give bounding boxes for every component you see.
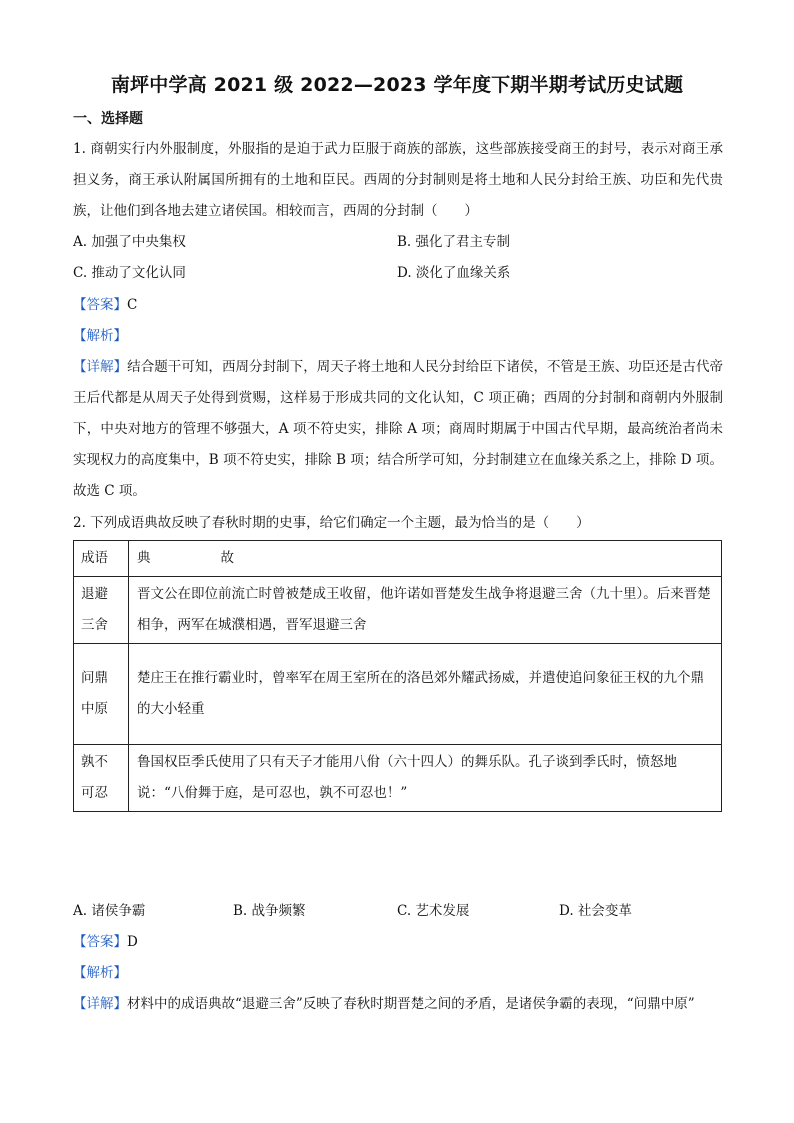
header-story-part-1: 典	[137, 550, 151, 566]
q1-answer	[73, 290, 137, 321]
q2-option-a: A. 诸侯争霸	[73, 903, 146, 919]
question-1-options-row-2	[73, 258, 723, 289]
answer-tag: 【答案】	[73, 934, 127, 950]
idiom-cell: 孰不可忍	[74, 745, 129, 812]
q2-answer	[73, 927, 138, 958]
q1-option-b: B. 强化了君主专制	[397, 234, 511, 250]
question-2-stem: 2. 下列成语典故反映了春秋时期的史事，给它们确定一个主题，最为恰当的是（ ）	[73, 515, 590, 531]
story-cell: 晋文公在即位前流亡时曾被楚成王收留，他许诺如晋楚发生战争将退避三舍（九十里）。后来晋楚相争，两军在城濮相遇，晋军退避三舍	[129, 577, 722, 644]
table-row	[74, 745, 722, 812]
detail-tag: 【详解】	[73, 996, 127, 1012]
answer-value: D	[127, 934, 138, 950]
table-header-row	[74, 541, 722, 577]
story-cell: 楚庄王在推行霸业时，曾率军在周王室所在的洛邑郊外耀武扬威，并遣使追问象征王权的九个鼎的大小轻重	[129, 644, 722, 745]
analysis-tag: 【解析】	[73, 328, 127, 344]
idiom-cell: 问鼎中原	[74, 644, 129, 745]
q1-detail	[73, 352, 723, 507]
idiom-table	[73, 540, 722, 812]
q1-option-c: C. 推动了文化认同	[73, 265, 186, 281]
q2-option-c: C. 艺术发展	[397, 903, 470, 919]
answer-tag: 【答案】	[73, 297, 127, 313]
q2-option-d: D. 社会变革	[559, 903, 632, 919]
q2-detail	[73, 989, 723, 1020]
q1-analysis	[73, 321, 127, 352]
question-1-stem: 1. 商朝实行内外服制度，外服指的是迫于武力臣服于商族的部族，这些部族接受商王的封号，表示对商王承担义务，商王承认附属国所拥有的土地和臣民。西周的分封制则是将土地和人民分封给王族、功臣和先代贵族，让他们到各地去建立诸侯国。相较而言，西周的分封制（ ）	[73, 141, 723, 219]
header-story-part-2: 故	[220, 550, 234, 566]
q1-option-d: D. 淡化了血缘关系	[397, 265, 511, 281]
header-idiom: 成语	[74, 541, 129, 577]
table-row	[74, 644, 722, 745]
page-title: 南坪中学高 2021 级 2022—2023 学年度下期半期考试历史试题	[110, 74, 684, 96]
question-1-options-row-1	[73, 227, 723, 258]
answer-value: C	[127, 297, 138, 313]
section-heading: 一、选择题	[73, 111, 143, 127]
analysis-tag: 【解析】	[73, 965, 127, 981]
q2-analysis	[73, 958, 127, 989]
detail-text: 材料中的成语典故“退避三舍”反映了春秋时期晋楚之间的矛盾，是诸侯争霸的表现，“问鼎中原”	[127, 996, 695, 1012]
idiom-cell: 退避三舍	[74, 577, 129, 644]
detail-tag: 【详解】	[73, 359, 128, 375]
q1-option-a: A. 加强了中央集权	[73, 234, 186, 250]
table-row	[74, 577, 722, 644]
q2-option-b: B. 战争频繁	[233, 903, 306, 919]
detail-text: 结合题干可知，西周分封制下，周天子将土地和人民分封给臣下诸侯，不管是王族、功臣还是古代帝王后代都是从周天子处得到赏赐，这样易于形成共同的文化认知，C 项正确；西周的分封制和商朝内外服制下，中央对地方的管理不够强大，A 项不符史实，排除 A 项；商周时期属于中国古代早期，最高统治者尚未实现权力的高度集中，B 项不符史实，排除 B 项；结合所学可知，分封制建立在血缘关系之上，排除 D 项。故选 C 项。	[73, 359, 724, 499]
story-cell: 鲁国权臣季氏使用了只有天子才能用八佾（六十四人）的舞乐队。孔子谈到季氏时，愤怒地说：“八佾舞于庭，是可忍也，孰不可忍也！”	[129, 745, 722, 812]
question-2-options-row	[73, 896, 723, 927]
header-story	[129, 541, 722, 577]
